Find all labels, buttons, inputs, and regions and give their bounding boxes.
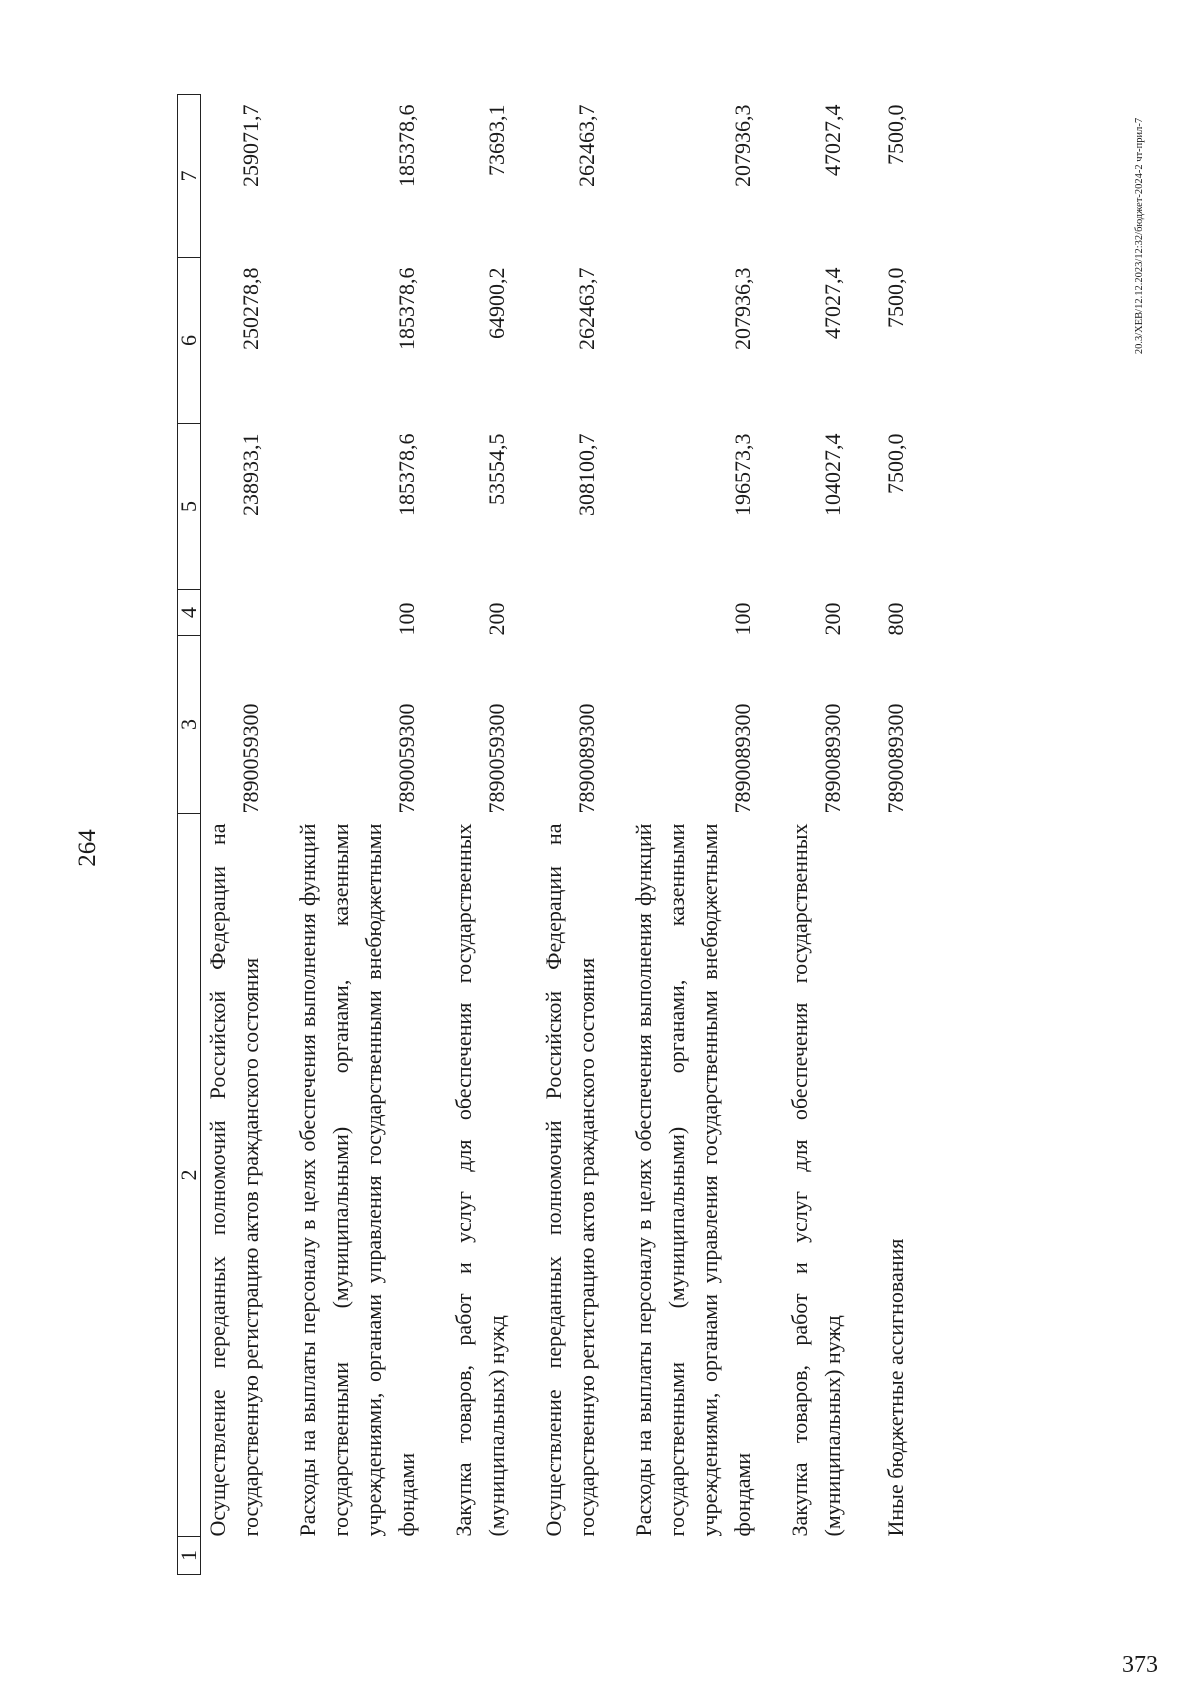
row-description: Расходы на выплаты персоналу в целях обеспечения выполнения функций государственными (муниципальными) органами, казенными учреждениями, органами управления государственными внебюджетными фондами [295, 823, 419, 1537]
row-target-code: 7890059300 [238, 703, 263, 814]
row-value-col6: 7500,0 [883, 267, 908, 328]
row-target-code: 7890089300 [883, 703, 908, 814]
row-expense-type [537, 590, 603, 636]
table-header-row [178, 95, 201, 1575]
row-value-col6: 250278,8 [238, 267, 263, 350]
row-value-col7: 47027,4 [820, 104, 845, 176]
row-target-code: 7890089300 [574, 703, 599, 814]
row-value-col5: 104027,4 [820, 433, 845, 516]
page-number-top: 264 [74, 829, 101, 867]
row-value-col5: 7500,0 [883, 433, 908, 494]
column-header-7: 7 [178, 95, 201, 258]
table-row [627, 95, 759, 1575]
column-header-1: 1 [178, 1537, 201, 1575]
row-description: Расходы на выплаты персоналу в целях обеспечения выполнения функций государственными (муниципальными) органами, казенными учреждениями, органами управления государственными внебюджетными фондами [631, 823, 755, 1537]
row-target-code: 7890059300 [484, 703, 509, 814]
row-value-col5: 308100,7 [574, 433, 599, 516]
row-value-col6: 262463,7 [574, 267, 599, 350]
row-value-col7: 7500,0 [883, 104, 908, 165]
row-value-col5: 238933,1 [238, 433, 263, 516]
row-value-col6: 64900,2 [484, 267, 509, 339]
column-header-4: 4 [178, 590, 201, 636]
table-row [849, 95, 912, 1575]
budget-table [177, 94, 912, 1575]
row-value-col7: 262463,7 [574, 104, 599, 187]
row-expense-type: 100 [730, 602, 755, 636]
row-value-col7: 259071,7 [238, 104, 263, 187]
table-row [201, 95, 268, 1575]
row-description: Осуществление переданных полномочий Российской Федерации на государственную регистрацию актов гражданского состояния [205, 823, 263, 1537]
row-value-col6: 47027,4 [820, 267, 845, 339]
column-header-6: 6 [178, 258, 201, 424]
row-description: Иные бюджетные ассигнования [883, 1238, 908, 1537]
budget-table-container [177, 95, 1077, 1575]
document-identifier: 20.3/ХЕВ/12.12.2023/12:32/бюджет-2024-2 чт-прил-7 [1134, 117, 1145, 355]
row-target-code: 7890089300 [820, 703, 845, 814]
row-expense-type: 200 [484, 602, 509, 636]
row-expense-type [201, 590, 268, 636]
row-value-col6: 207936,3 [730, 267, 755, 350]
row-value-col5: 185378,6 [394, 433, 419, 516]
row-expense-type: 200 [820, 602, 845, 636]
page-number-bottom: 373 [1122, 1652, 1158, 1678]
table-row [291, 95, 423, 1575]
row-value-col6: 185378,6 [394, 267, 419, 350]
row-value-col5: 196573,3 [730, 433, 755, 516]
row-value-col7: 207936,3 [730, 104, 755, 187]
row-value-col7: 185378,6 [394, 104, 419, 187]
row-expense-type: 100 [394, 602, 419, 636]
row-target-code: 7890059300 [394, 703, 419, 814]
row-description: Закупка товаров, работ и услуг для обеспечения государственных (муниципальных) нужд [451, 823, 509, 1537]
column-header-5: 5 [178, 424, 201, 590]
table-row [783, 95, 849, 1575]
row-description: Закупка товаров, работ и услуг для обеспечения государственных (муниципальных) нужд [787, 823, 845, 1537]
row-description: Осуществление переданных полномочий Российской Федерации на государственную регистрацию актов гражданского состояния [541, 823, 599, 1537]
row-expense-type: 800 [883, 602, 908, 636]
row-value-col5: 53554,5 [484, 433, 509, 505]
column-header-3: 3 [178, 636, 201, 814]
table-row [537, 95, 603, 1575]
row-target-code: 7890089300 [730, 703, 755, 814]
column-header-2: 2 [178, 814, 201, 1537]
row-value-col7: 73693,1 [484, 104, 509, 176]
table-row [447, 95, 513, 1575]
